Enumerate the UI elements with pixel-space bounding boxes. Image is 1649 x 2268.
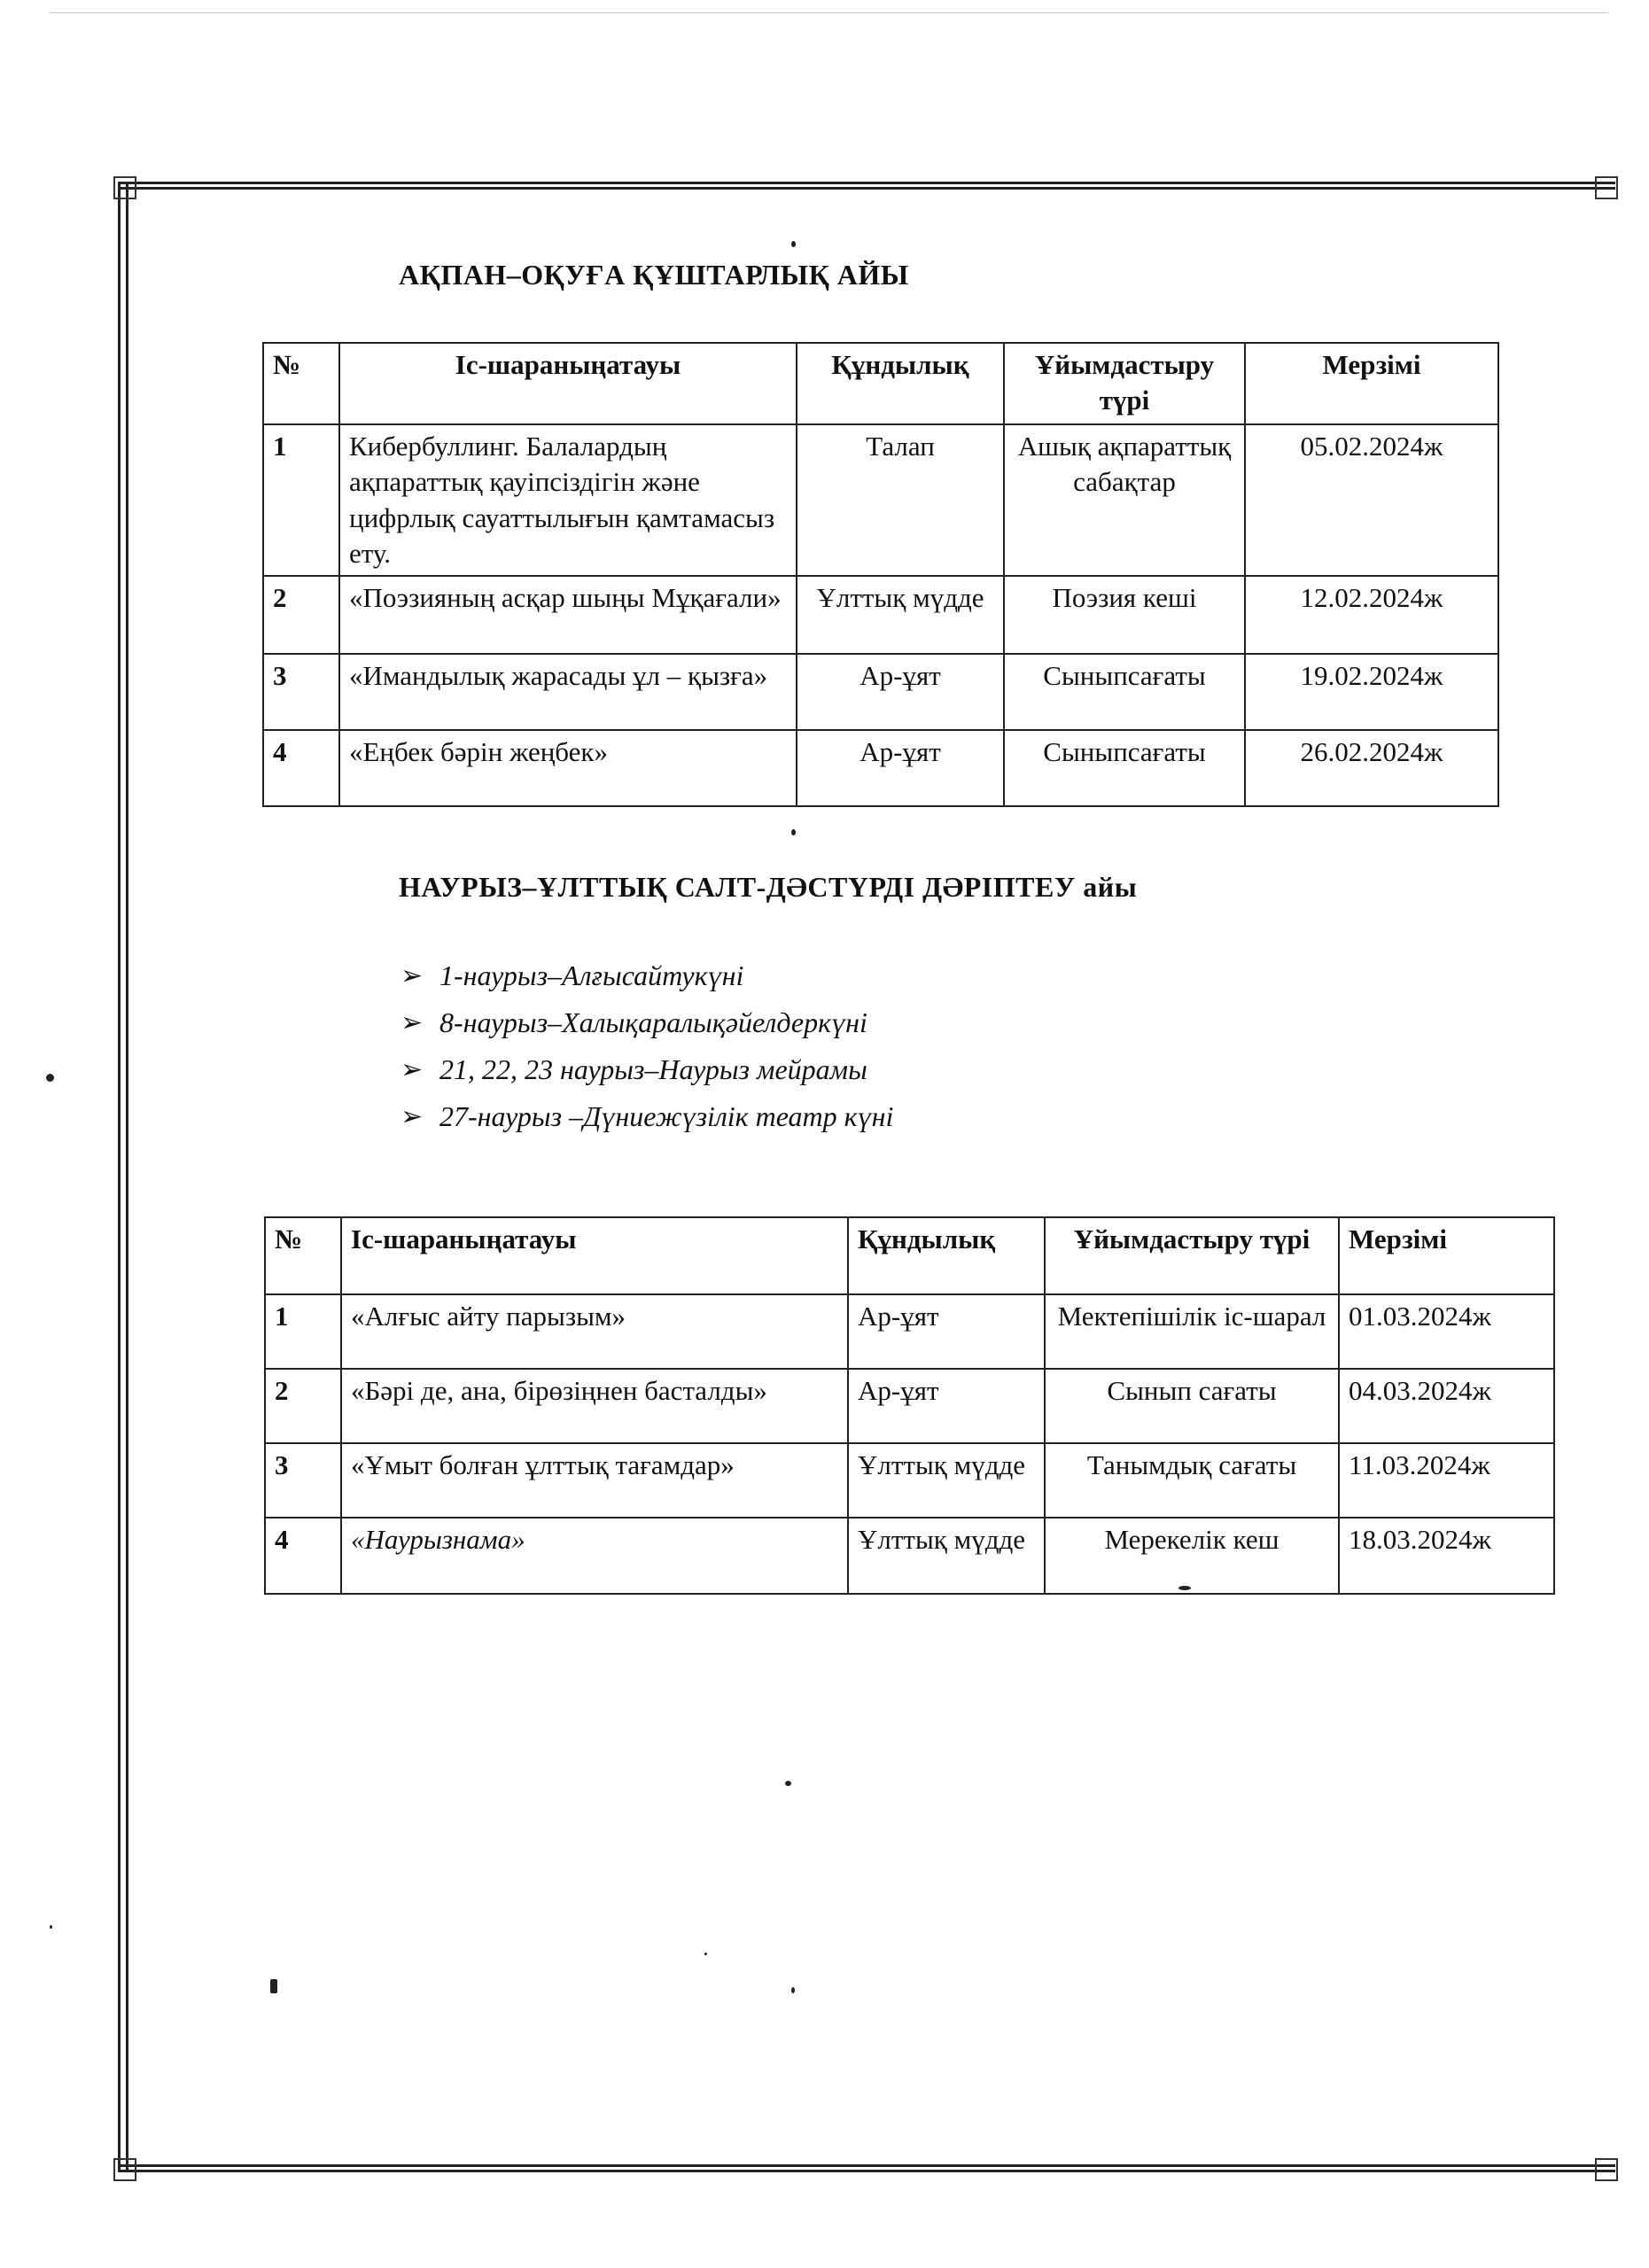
event-date: 11.03.2024ж bbox=[1339, 1443, 1554, 1518]
frame-corner-bottom-right bbox=[1595, 2158, 1618, 2181]
table-row bbox=[263, 424, 1498, 576]
arrow-bullet-icon: ➢ bbox=[401, 1055, 424, 1084]
event-date: 12.02.2024ж bbox=[1245, 576, 1498, 654]
list-item bbox=[401, 999, 893, 1046]
column-header-form: Ұйымдастыру түрі bbox=[1045, 1217, 1339, 1294]
scan-speck bbox=[791, 1987, 795, 1993]
holiday-text: 1-наурыз–Алғысайтукүні bbox=[439, 959, 744, 991]
table-header-row bbox=[265, 1217, 1554, 1294]
column-header-title: Іс-шараныңатауы bbox=[341, 1217, 848, 1294]
table-header-row bbox=[263, 343, 1498, 424]
scan-speck bbox=[46, 1074, 54, 1082]
column-header-date: Мерзімі bbox=[1339, 1217, 1554, 1294]
event-value: Талап bbox=[797, 424, 1004, 576]
holiday-text: 21, 22, 23 наурыз–Наурыз мейрамы bbox=[439, 1053, 867, 1085]
event-form: Сыныпсағаты bbox=[1004, 730, 1245, 806]
scan-speck bbox=[704, 1953, 707, 1955]
event-value: Ұлттық мүдде bbox=[797, 576, 1004, 654]
table-row bbox=[265, 1518, 1554, 1594]
table-row bbox=[265, 1369, 1554, 1443]
table-row bbox=[263, 730, 1498, 806]
event-value: Ар-ұят bbox=[848, 1294, 1045, 1369]
scan-speck bbox=[791, 829, 796, 835]
event-title: «Еңбек бәрін жеңбек» bbox=[339, 730, 797, 806]
scan-top-rule bbox=[49, 12, 1608, 13]
page-frame-bottom bbox=[118, 2164, 1615, 2172]
event-form: Мектепішілік іс-шарал bbox=[1045, 1294, 1339, 1369]
column-header-number: № bbox=[265, 1217, 341, 1294]
event-value: Ұлттық мүдде bbox=[848, 1443, 1045, 1518]
event-date: 26.02.2024ж bbox=[1245, 730, 1498, 806]
february-events-table bbox=[262, 342, 1499, 807]
event-title: Кибербуллинг. Балалардың ақпараттық қауіпсіздігін және цифрлық сауаттылығын қамтамасыз ету. bbox=[339, 424, 797, 576]
event-value: Ар-ұят bbox=[797, 654, 1004, 730]
event-form: Сынып сағаты bbox=[1045, 1369, 1339, 1443]
event-form: Мерекелік кеш bbox=[1045, 1518, 1339, 1594]
event-form: Ашық ақпараттық сабақтар bbox=[1004, 424, 1245, 576]
event-date: 18.03.2024ж bbox=[1339, 1518, 1554, 1594]
scan-speck bbox=[791, 241, 796, 247]
march-holidays-list bbox=[401, 952, 893, 1140]
scan-speck bbox=[50, 1925, 52, 1929]
frame-corner-top-left bbox=[113, 176, 136, 199]
event-value: Ар-ұят bbox=[848, 1369, 1045, 1443]
event-form: Поэзия кеші bbox=[1004, 576, 1245, 654]
row-number: 1 bbox=[263, 424, 339, 576]
row-number: 3 bbox=[265, 1443, 341, 1518]
row-number: 2 bbox=[265, 1369, 341, 1443]
row-number: 4 bbox=[263, 730, 339, 806]
list-item bbox=[401, 952, 893, 999]
event-form: Сыныпсағаты bbox=[1004, 654, 1245, 730]
holiday-text: 27-наурыз –Дүниежүзілік театр күні bbox=[439, 1100, 894, 1132]
frame-corner-top-right bbox=[1595, 176, 1618, 199]
list-item bbox=[401, 1093, 893, 1140]
row-number: 3 bbox=[263, 654, 339, 730]
event-value: Ұлттық мүдде bbox=[848, 1518, 1045, 1594]
scan-speck bbox=[1178, 1586, 1191, 1590]
row-number: 4 bbox=[265, 1518, 341, 1594]
table-row bbox=[265, 1443, 1554, 1518]
table-row bbox=[263, 654, 1498, 730]
event-value: Ар-ұят bbox=[797, 730, 1004, 806]
holiday-text: 8-наурыз–Халықаралықәйелдеркүні bbox=[439, 1006, 867, 1038]
table-row bbox=[265, 1294, 1554, 1369]
march-heading: НАУРЫЗ–ҰЛТТЫҚ САЛТ-ДӘСТҮРДІ ДӘРІПТЕУ айы bbox=[399, 871, 1138, 903]
march-events-table bbox=[264, 1216, 1555, 1595]
column-header-form: Ұйымдастыру түрі bbox=[1004, 343, 1245, 424]
event-title: «Алғыс айту парызым» bbox=[341, 1294, 848, 1369]
event-date: 05.02.2024ж bbox=[1245, 424, 1498, 576]
event-date: 01.03.2024ж bbox=[1339, 1294, 1554, 1369]
column-header-date: Мерзімі bbox=[1245, 343, 1498, 424]
list-item bbox=[401, 1046, 893, 1093]
event-title: «Имандылық жарасады ұл – қызға» bbox=[339, 654, 797, 730]
event-form: Танымдық сағаты bbox=[1045, 1443, 1339, 1518]
page-frame-left bbox=[118, 182, 128, 2172]
row-number: 1 bbox=[265, 1294, 341, 1369]
row-number: 2 bbox=[263, 576, 339, 654]
column-header-number: № bbox=[263, 343, 339, 424]
event-date: 04.03.2024ж bbox=[1339, 1369, 1554, 1443]
arrow-bullet-icon: ➢ bbox=[401, 1008, 424, 1037]
arrow-bullet-icon: ➢ bbox=[401, 961, 424, 990]
column-header-value: Құндылық bbox=[848, 1217, 1045, 1294]
event-title: «Бәрі де, ана, бірөзіңнен басталды» bbox=[341, 1369, 848, 1443]
event-title: «Ұмыт болған ұлттық тағамдар» bbox=[341, 1443, 848, 1518]
event-title: «Поэзияның асқар шыңы Мұқағали» bbox=[339, 576, 797, 654]
scan-speck bbox=[270, 1979, 277, 1993]
frame-corner-bottom-left bbox=[113, 2158, 136, 2181]
event-date: 19.02.2024ж bbox=[1245, 654, 1498, 730]
column-header-value: Құндылық bbox=[797, 343, 1004, 424]
table-row bbox=[263, 576, 1498, 654]
column-header-title: Іс-шараныңатауы bbox=[339, 343, 797, 424]
february-heading: АҚПАН–ОҚУҒА ҚҰШТАРЛЫҚ АЙЫ bbox=[399, 259, 909, 291]
event-title: «Наурызнама» bbox=[341, 1518, 848, 1594]
scan-speck bbox=[785, 1781, 791, 1786]
arrow-bullet-icon: ➢ bbox=[401, 1102, 424, 1131]
page-frame-top bbox=[118, 182, 1615, 190]
